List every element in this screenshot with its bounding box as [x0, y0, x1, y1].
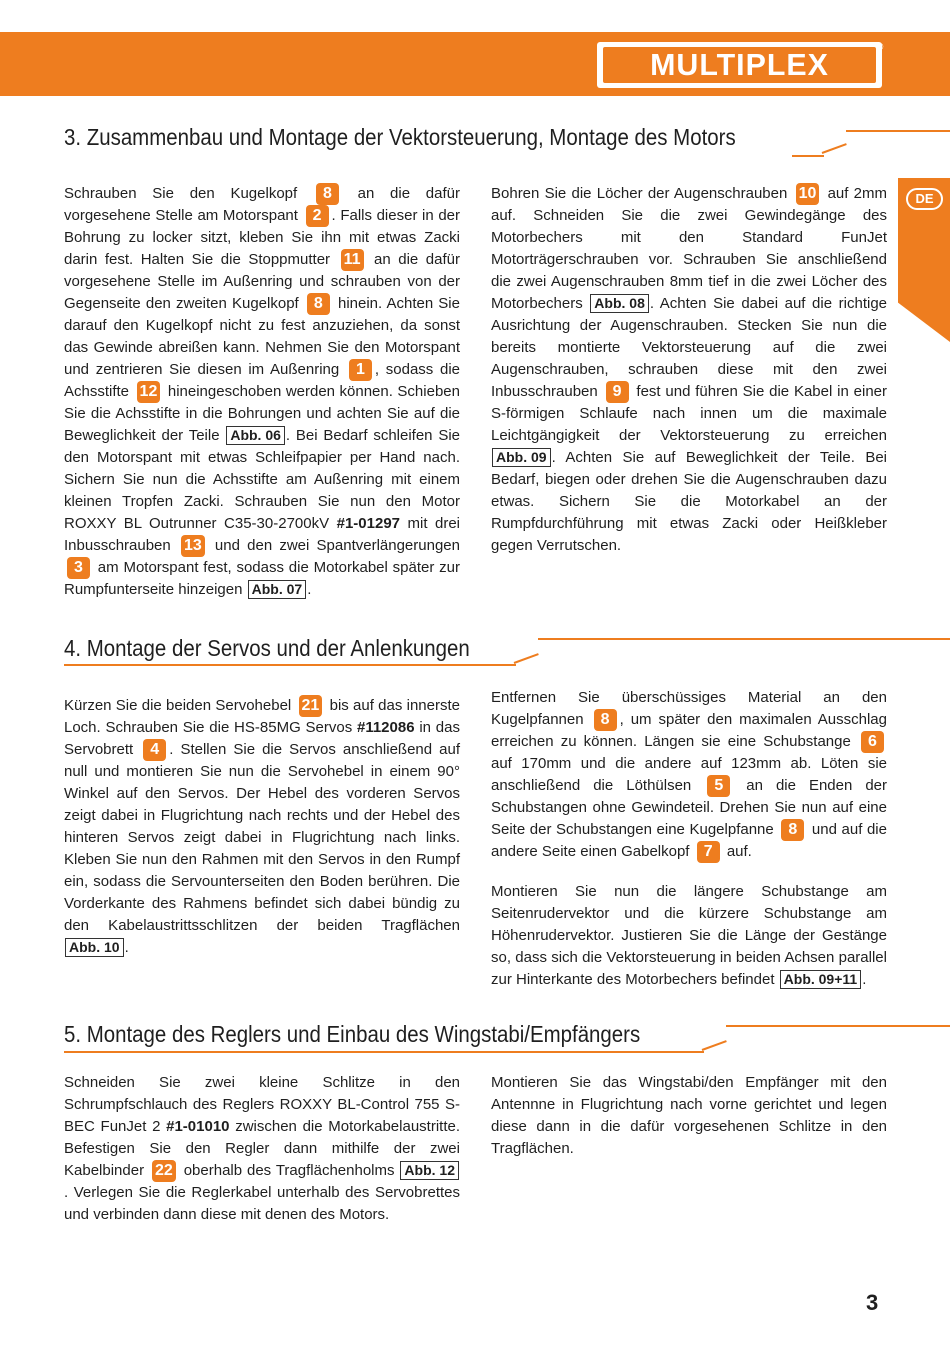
- figure-reference: Abb. 09: [492, 448, 551, 467]
- section-underline-4b: [538, 638, 950, 640]
- part-number-badge: 5: [707, 775, 730, 797]
- part-number-badge: 22: [152, 1160, 176, 1182]
- body-text: . Achten Sie auf Beweglichkeit der Teile. Bei Bedarf, biegen oder drehen Sie die Augenschrauben dazu etwas. Sichern Sie die Motorkabel an der Rumpfdurchführung mit etwas Zacki oder Heißkleber gegen Verrutschen.: [491, 449, 887, 554]
- section-title-3: 3. Zusammenbau und Montage der Vektorsteuerung, Montage des Motors: [64, 124, 736, 150]
- logo-inner-panel: [603, 47, 876, 83]
- part-number-badge: 8: [307, 293, 330, 315]
- section-5-right-column: [491, 1072, 887, 1160]
- body-text: zwischen die Motorkabelaustritte. Befestigen Sie den Regler dann mithilfe der zwei Kabelbinder: [64, 1118, 461, 1179]
- body-text: mit drei Inbusschrauben: [64, 515, 461, 554]
- part-number-badge: 8: [316, 183, 339, 205]
- body-text: Schneiden Sie zwei kleine Schlitze in den Schrumpfschlauch des Reglers ROXXY BL-Control 755 S-BEC FunJet 2: [64, 1074, 460, 1135]
- registered-mark: ®: [876, 42, 884, 53]
- part-number-badge: 13: [181, 535, 205, 557]
- article-number: #112086: [356, 719, 415, 736]
- part-number-badge: 12: [137, 381, 161, 403]
- section-4-left-column: [64, 695, 460, 959]
- body-text: Entfernen Sie überschüssiges Material an den Kugelpfannen: [491, 689, 887, 728]
- section-underline-5a: [64, 1051, 704, 1053]
- part-number-badge: 11: [341, 249, 364, 271]
- part-number-badge: 1: [349, 359, 372, 381]
- body-text: oberhalb des Tragflächenholms: [178, 1162, 400, 1179]
- body-text: .: [307, 581, 312, 598]
- body-text: hinein. Achten Sie darauf den Kugelkopf nicht zu fest anzuziehen, da sonst das Gewinde abreißen kann. Nehmen Sie den Motorspant und zentrieren Sie diesen im Außenring: [64, 295, 460, 378]
- body-text: . Bei Bedarf schleifen Sie den Motorspant mit etwas Schleifpapier per Hand nach. Sichern Sie nun die Achsstifte am Außenring mit einem kleinen Tropfen Zacki. Schrauben Sie nun den Motor ROXXY BL Outrunner C35-30-2700kV: [64, 427, 460, 532]
- body-text: Schrauben Sie den Kugelkopf: [64, 185, 313, 202]
- part-number-badge: 8: [781, 819, 804, 841]
- logo-text: MULTIPLEX: [650, 47, 829, 82]
- body-text: an die dafür vorgesehene Stelle im Außenring und schrauben von der Gegenseite den zweiten Kugelkopf: [64, 251, 460, 312]
- figure-reference: Abb. 08: [590, 294, 649, 313]
- section-underline-5b: [726, 1025, 950, 1027]
- section-3-left-column: [64, 183, 460, 601]
- body-text: an die Enden der Schubstangen ohne Gewindeteil. Drehen Sie nun auf eine Seite der Schubstangen eine Kugelpfanne: [491, 777, 888, 838]
- language-badge: DE: [906, 188, 943, 210]
- article-number: #1-01010: [166, 1118, 230, 1135]
- part-number-badge: 21: [299, 695, 323, 717]
- body-text: und den zwei Spantverlängerungen: [207, 537, 460, 554]
- body-text: Bohren Sie die Löcher der Augenschrauben: [491, 185, 793, 202]
- body-text: auf.: [722, 843, 752, 860]
- body-text: . Stellen Sie die Servos anschließend auf null und montieren Sie nun die Servohebel in einem 90° Winkel auf den Servos. Der Hebel des vorderen Servos zeigt dabei in Flugrichtung nach rechts und der Hebel des hinteren Servos zeigt dabei in Flugrichtung nach links. Kleben Sie nun den Rahmen mit den Servos in den Rumpf ein, sodass die Servounterseiten den Boden berühren. Die Vorderkante des Rahmens befindet sich dabei bündig zu den Kabelaustrittsschlitzen der beiden Tragflächen: [64, 741, 460, 934]
- body-text: , um später den maximalen Ausschlag erreichen zu können. Längen sie eine Schubstange: [491, 711, 887, 750]
- figure-reference: Abb. 07: [248, 580, 307, 599]
- part-number-badge: 9: [606, 381, 629, 403]
- body-text: fest und führen Sie die Kabel in einer S-förmigen Schlaufe nach innen um die maximale Leichtgängigkeit der Vektorsteuerung zu erreichen: [491, 383, 887, 444]
- body-text: am Motorspant fest, sodass die Motorkabel später zur Rumpfunterseite hinzeigen: [64, 559, 460, 598]
- multiplex-logo: [597, 42, 882, 88]
- body-text: . Falls dieser in der Bohrung zu locker sitzt, kleben Sie ihn mit etwas Zacki darin fest. Halten Sie die Stoppmutter: [64, 207, 460, 268]
- body-text: auf 170mm und die andere auf 123mm ab. Löten sie anschließend die Löthülsen: [491, 755, 887, 794]
- body-text: auf 2mm auf. Schneiden Sie die zwei Gewindegänge des Motorbechers mit den Standard FunJet Motorträgerschrauben vor. Schrauben Sie anschließend die zwei Augenschrauben 8mm tief in die zwei Löcher des Motorbechers: [491, 185, 887, 312]
- figure-reference: Abb. 10: [65, 938, 124, 957]
- section-title-4: 4. Montage der Servos und der Anlenkungen: [64, 635, 470, 661]
- part-number-badge: 8: [594, 709, 617, 731]
- part-number-badge: 2: [306, 205, 329, 227]
- part-number-badge: 4: [143, 739, 166, 761]
- body-text: an die dafür vorgesehene Stelle am Motorspant: [64, 185, 460, 224]
- section-slant-4: [514, 653, 539, 664]
- page-number: 3: [866, 1290, 879, 1315]
- section-4-right-column: [491, 687, 887, 991]
- body-text: bis auf das innerste Loch. Schrauben Sie die HS-85MG Servos: [64, 697, 460, 736]
- section-underline-4a: [64, 664, 516, 666]
- body-text: Kürzen Sie die beiden Servohebel: [64, 697, 296, 714]
- section-slant-3: [822, 143, 847, 154]
- section-underline-3a: [792, 155, 824, 157]
- section-5-left-column: [64, 1072, 460, 1226]
- body-text: Montieren Sie nun die längere Schubstange am Seitenrudervektor und die kürzere Schubstange am Höhenrudervektor. Justieren Sie die Länge der Gestänge so, dass sich die Vektorsteuerung in beiden Achsen parallel zur Hinterkante des Motorbechers befindet: [491, 883, 887, 988]
- section-3-right-column: [491, 183, 887, 557]
- article-number: #1-01297: [336, 515, 401, 532]
- part-number-badge: 6: [861, 731, 884, 753]
- section-underline-3b: [846, 130, 950, 132]
- body-text: hineingeschoben werden können. Schieben Sie die Achsstifte in die Bohrungen und achten Sie auf die Beweglichkeit der Teile: [64, 383, 460, 444]
- body-text: . Verlegen Sie die Reglerkabel unterhalb des Servobrettes und verbinden dann diese mit denen des Motors.: [64, 1184, 460, 1223]
- figure-reference: Abb. 09+11: [780, 970, 862, 989]
- figure-reference: Abb. 06: [226, 426, 285, 445]
- body-text: und auf die andere Seite einen Gabelkopf: [491, 821, 887, 860]
- body-text: . Achten Sie dabei auf die richtige Ausrichtung der Augenschrauben. Stecken Sie nun die bereits montierte Vektorsteuerung auf die zwei Augenschrauben, schrauben diese mit den zwei Inbusschrauben: [491, 295, 888, 400]
- body-text: in das Servobrett: [64, 719, 460, 758]
- section-title-5: 5. Montage des Reglers und Einbau des Wingstabi/Empfängers: [64, 1021, 641, 1047]
- part-number-badge: 3: [67, 557, 90, 579]
- body-text: , sodass die Achsstifte: [64, 361, 460, 400]
- body-text: .: [862, 971, 867, 988]
- section-slant-5: [702, 1040, 727, 1051]
- part-number-badge: 10: [796, 183, 820, 205]
- figure-reference: Abb. 12: [400, 1161, 459, 1180]
- body-text: Montieren Sie das Wingstabi/den Empfänger mit den Antennne in Flugrichtung nach vorne gerichtet und legen diese dann in die dafür vorgesehenen Schlitze in den Tragflächen.: [491, 1074, 887, 1157]
- body-text: .: [124, 939, 129, 956]
- part-number-badge: 7: [697, 841, 720, 863]
